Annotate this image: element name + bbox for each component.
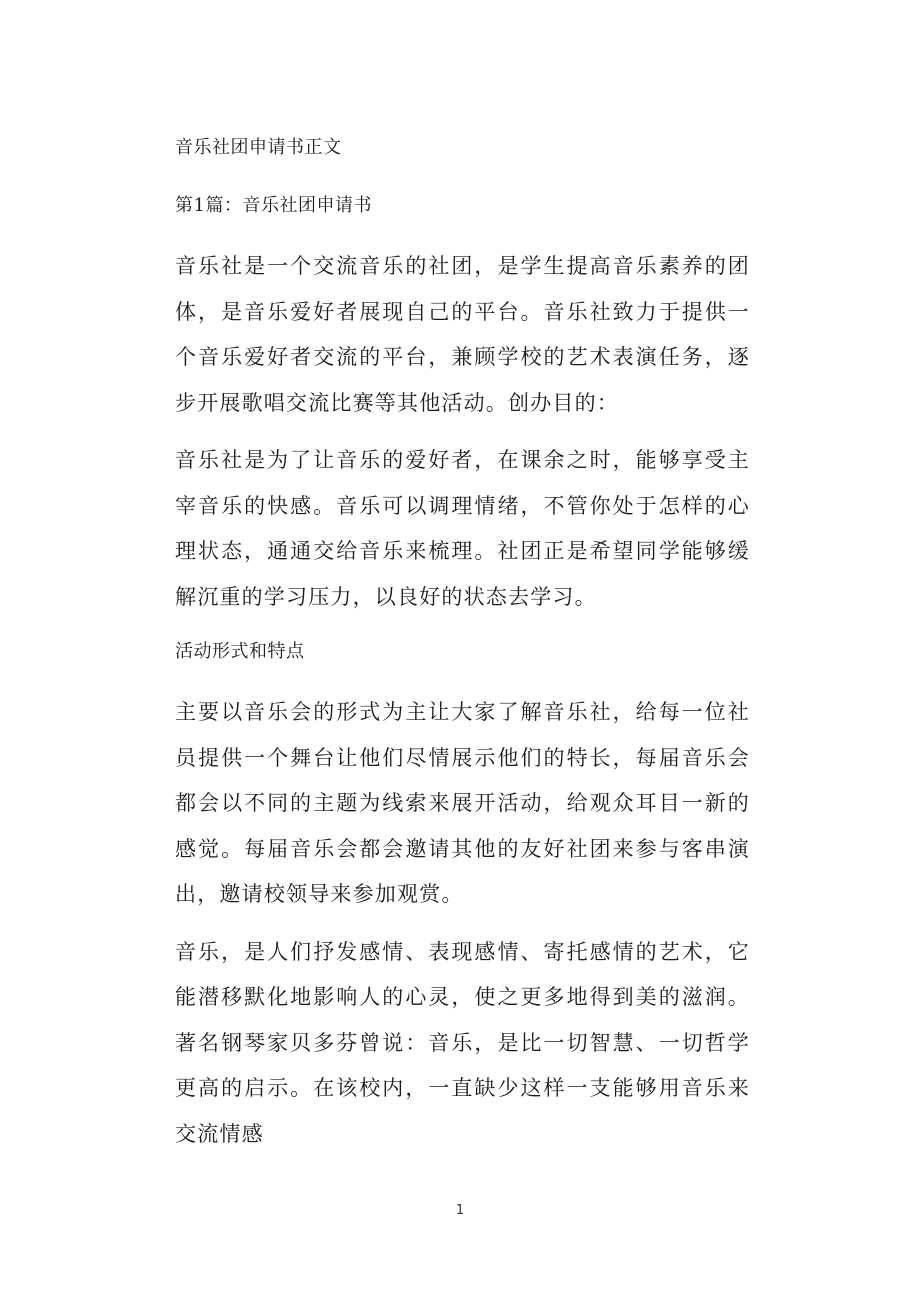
paragraph-intro: 音乐社是一个交流音乐的社团，是学生提高音乐素养的团体，是音乐爱好者展现自己的平台。音乐社致力于提供一个音乐爱好者交流的平台，兼顾学校的艺术表演任务，逐步开展歌唱交流比赛等其他活动。创办目的：: [175, 254, 750, 415]
paragraph-purpose: 音乐社是为了让音乐的爱好者，在课余之时，能够享受主宰音乐的快感。音乐可以调理情绪，不管你处于怎样的心理状态，通通交给音乐来梳理。社团正是希望同学能够缓解沉重的学习压力，以良好的状态去学习。: [175, 448, 750, 609]
section-title: 第1篇：音乐社团申请书: [175, 195, 372, 216]
paragraph-activity: 主要以音乐会的形式为主让大家了解音乐社，给每一位社员提供一个舞台让他们尽情展示他们的特长，每届音乐会都会以不同的主题为线索来展开活动，给观众耳目一新的感觉。每届音乐会都会邀请其他的友好社团来参与客串演出，邀请校领导来参加观赏。: [175, 700, 750, 906]
subheading-activity: 活动形式和特点: [175, 641, 305, 662]
paragraph-music: 音乐，是人们抒发感情、表现感情、寄托感情的艺术，它能潜移默化地影响人的心灵，使之更多地得到美的滋润。著名钢琴家贝多芬曾说：音乐，是比一切智慧、一切哲学更高的启示。在该校内，一直缺少这样一支能够用音乐来交流情感: [175, 939, 750, 1146]
page-number: 1: [455, 1203, 465, 1218]
document-body: [175, 128, 750, 1169]
document-title: 音乐社团申请书正文: [175, 137, 342, 158]
